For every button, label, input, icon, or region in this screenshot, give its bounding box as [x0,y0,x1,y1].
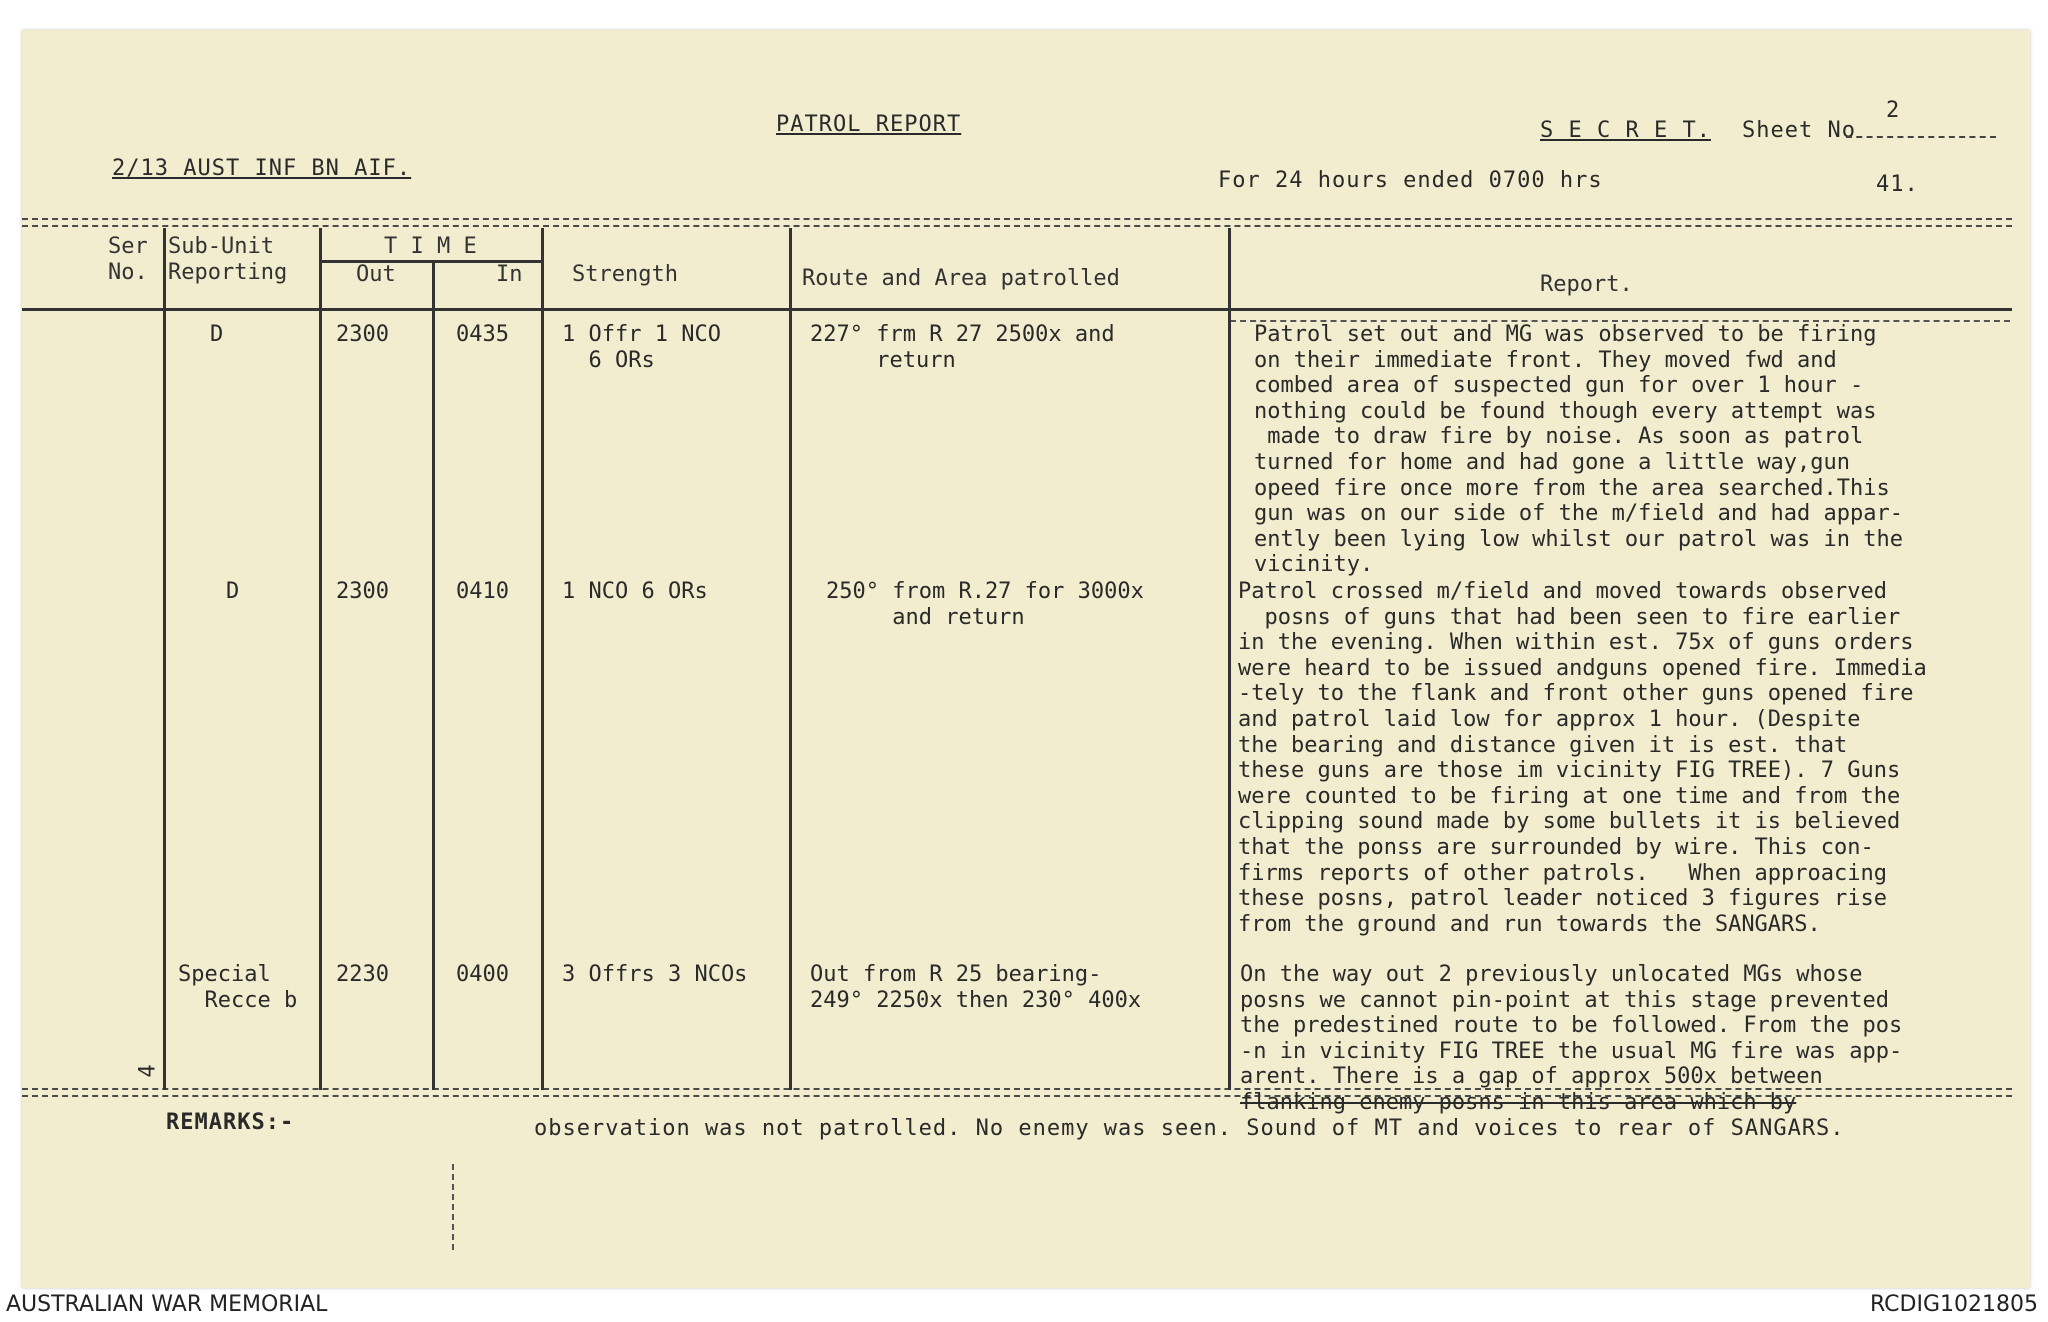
table-row-1-sub-unit: D [210,322,224,347]
table-row-1-in: 0435 [456,322,509,347]
header-sub-unit: Sub-Unit Reporting [168,234,288,285]
sheet-number-line [1846,136,1996,138]
header-time: T I M E [384,234,477,259]
column-line-subunit [319,228,322,1090]
footer-archive-name: AUSTRALIAN WAR MEMORIAL [6,1292,328,1317]
remarks-label: REMARKS:- [166,1110,295,1135]
header-ser: Ser No. [108,234,148,285]
report-period: For 24 hours ended 0700 hrs [1218,168,1603,193]
table-row-2-report: Patrol crossed m/field and moved towards observed posns of guns that had been seen to fire earlier in the evening. When within est. 75x of guns orders were heard to be issued andguns opened fire. Immedia -tely to the flank and front other guns opened fire and patrol laid low for approx 1 hour. (Despite the bearing and distance given it is est. that these guns are those im vicinity FIG TREE). 7 Guns were counted to be firing at one time and from the clipping sound made by some bullets it is believed that the ponss are surrounded by wire. This con- firms reports of other patrols. When approacing these posns, patrol leader noticed 3 figures rise from the ground and run towards the SANGARS. [1238,579,1927,937]
header-strength: Strength [572,262,678,287]
header-time-out: Out [356,262,396,287]
table-row-1-out: 2300 [336,322,389,347]
header-report: Report. [1540,272,1633,297]
table-row-3-sub-unit: Special Recce b [178,962,298,1013]
report-title: PATROL REPORT [776,112,962,137]
table-row-3-route: Out from R 25 bearing- 249° 2250x then 230° 400x [810,962,1142,1013]
table-row-3-report: On the way out 2 previously unlocated MGs whose posns we cannot pin-point at this stage prevented the predestined route to be followed. From the pos -n in vicinity FIG TREE the usual MG fire was app- arent. There is a gap of approx 500x between flanking enemy posns in this area which by [1240,962,1903,1115]
table-row-1-strength: 1 Offr 1 NCO 6 ORs [562,322,721,373]
header-time-in: In [496,262,523,287]
report-period-tail: 41. [1876,172,1919,197]
table-row-2-route: 250° from R.27 for 3000x and return [826,579,1144,630]
sheet-number: 2 [1886,98,1901,123]
table-top-border [22,218,2012,227]
remarks-tick [452,1164,454,1250]
sheet-label: Sheet No [1742,118,1856,143]
table-row-2-in: 0410 [456,579,509,604]
column-line-in [541,228,544,1090]
column-line-out [432,262,435,1090]
table-row-3-in: 0400 [456,962,509,987]
table-row-2-out: 2300 [336,579,389,604]
column-line-ser [163,228,166,1090]
table-row-3-out: 2230 [336,962,389,987]
column-line-route [1228,228,1231,1090]
table-row-1-report: Patrol set out and MG was observed to be firing on their immediate front. They moved fwd and combed area of suspected gun for over 1 hour - nothing could be found though every attempt was made to draw fire by noise. As soon as patrol turned for home and had gone a little way,gun opeed fire once more from the area searched.This gun was on our side of the m/field and had appar- ently been lying low whilst our patrol was in the vicinity. [1254,322,1904,578]
margin-mark: 4 [135,1064,161,1078]
secret-label: S E C R E T. [1540,118,1711,143]
table-row-2-sub-unit: D [226,579,240,604]
table-row-1-route: 227° frm R 27 2500x and return [810,322,1115,373]
column-line-strength [789,228,792,1090]
unit-name: 2/13 AUST INF BN AIF. [112,156,412,181]
remarks-text: observation was not patrolled. No enemy was seen. Sound of MT and voices to rear of SANGARS. [534,1116,1845,1141]
table-row-3-strength: 3 Offrs 3 NCOs [562,962,748,987]
table-row-2-strength: 1 NCO 6 ORs [562,579,708,604]
header-route: Route and Area patrolled [802,266,1120,291]
footer-record-id: RCDIG1021805 [1869,1292,2038,1317]
